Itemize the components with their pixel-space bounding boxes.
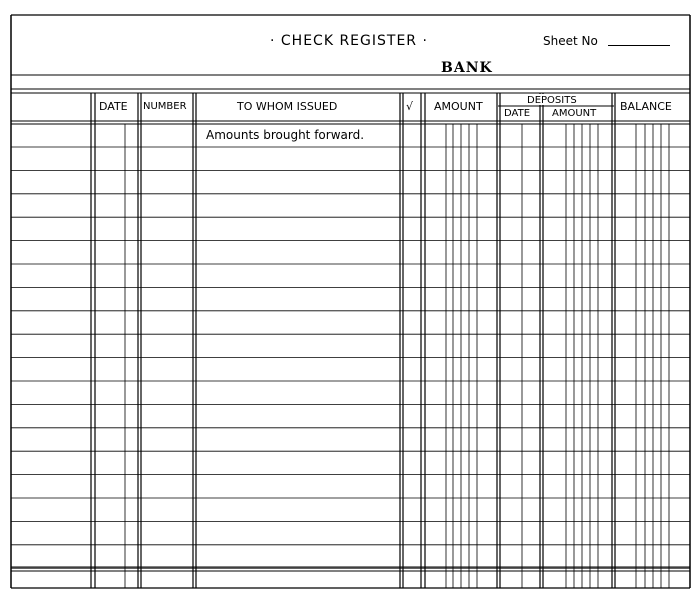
col-header-deposits: DEPOSITS [527, 95, 577, 106]
bank-label: BANK [441, 60, 493, 76]
col-header-check-mark: √ [406, 100, 414, 113]
col-header-deposit-date: DATE [504, 108, 531, 119]
col-header-amount: AMOUNT [434, 100, 483, 113]
sheet-no-label: Sheet No [543, 34, 598, 48]
col-header-deposit-amount: AMOUNT [552, 108, 597, 119]
form-title: · CHECK REGISTER · [270, 33, 428, 49]
col-header-balance: BALANCE [620, 100, 672, 113]
col-header-date: DATE [99, 100, 128, 113]
amounts-brought-forward: Amounts brought forward. [206, 128, 365, 142]
col-header-to-whom-issued: TO WHOM ISSUED [237, 100, 338, 113]
sheet-no-field[interactable] [608, 45, 670, 46]
col-header-number: NUMBER [143, 101, 187, 112]
